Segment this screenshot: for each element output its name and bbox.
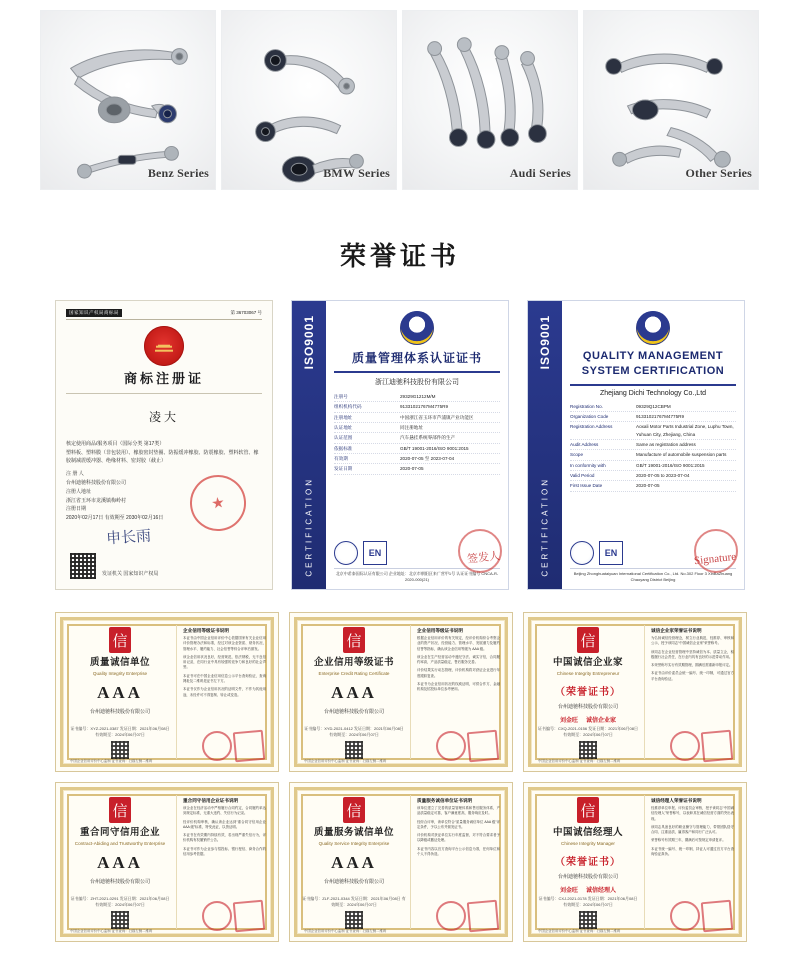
certificate-paragraph: 本证书可在中国企业信用信息公示平台查询验证，查询网址及二维码见证书左下方。 xyxy=(183,673,266,683)
holder-name: 刘金旺 xyxy=(559,718,578,725)
iso-field-value: 中国浙江省玉环市芦浦镇产业功能区 xyxy=(400,414,474,420)
national-emblem-icon xyxy=(144,326,184,366)
certificate-subtitle-en: Chinese Integrity Entrepreneur xyxy=(556,671,620,677)
certificate-body-heading: 企业信用等级证书说明 xyxy=(417,628,463,633)
credit-logo-icon xyxy=(343,627,365,653)
iso-field-key: 注册地址 xyxy=(334,414,353,420)
iso-fields xyxy=(334,392,500,475)
iso-signature: Signature xyxy=(693,550,737,568)
iso-field-value: Manufacture of automobile suspension parts xyxy=(636,452,727,458)
iso-field-row xyxy=(570,481,736,491)
trademark-header-right: 第 36703067 号 xyxy=(230,310,262,315)
certificate-subtitle-en: Quality Service Integrity Enterprise xyxy=(318,841,390,847)
iso-field-key: Scope xyxy=(570,452,584,458)
iso-field-row xyxy=(570,450,736,460)
iso-field-key: Registration No. xyxy=(570,403,603,409)
certificate-paragraph: 本证书由中国企业信用评价中心依据国家有关企业信用评价管理办法和标准，经过对该企业资质、财务状况、管理水平、履约能力、社会信誉等综合评审后颁发。 xyxy=(183,636,266,651)
gallery-item-bmw[interactable] xyxy=(221,10,397,190)
red-seal-icon xyxy=(670,731,700,761)
control-arm-photo-bmw xyxy=(222,11,396,189)
trademark-scope-text: 塑料板、塑料膜（非包装用）、橡胶密封垫圈、防振缓冲橡胶、防震橡胶、塑料软管、橡胶制减震缓冲器、绝缘材料、密封胶（截止） xyxy=(66,449,259,464)
certificate-paragraph: 本证书在有效期内持续有效，若出现严重失信行为，评价机构有权撤销并公告。 xyxy=(183,833,266,843)
certificate-trademark[interactable] xyxy=(55,300,273,590)
certificate-bottom-line: 中国企业信用评价中心监制 证书查询：扫描左侧二维码 xyxy=(538,759,621,763)
holder-honor: 诚信经理人 xyxy=(586,888,617,895)
accreditation-crest-icon xyxy=(636,311,670,345)
credit-logo-icon xyxy=(577,627,599,653)
divider xyxy=(334,371,500,373)
iso-side-band xyxy=(292,301,326,589)
gallery-item-label: Other Series xyxy=(685,166,752,180)
holder-name: 刘金旺 xyxy=(559,888,578,895)
seal-group xyxy=(202,731,264,761)
certificate-body-heading: 诚信经理人荣誉证书说明 xyxy=(651,798,702,803)
iso-field-value: 2020-07-05 xyxy=(400,466,424,472)
trademark-signature: 申长雨 xyxy=(105,528,152,548)
certificate-holder-names xyxy=(560,885,616,894)
seal-group xyxy=(670,901,732,931)
iso-field-value: 29329G1212M/M xyxy=(400,394,436,399)
certificate-paragraph: 评价机构对获证单位实行年度监督，对不符合要求者予以降级或撤证处理。 xyxy=(417,833,500,843)
iso-field-value: 91331021767M4775R9 xyxy=(400,404,449,410)
certificate-body-heading: 诚信企业家荣誉证书说明 xyxy=(651,628,702,633)
certificate-iso9001-cn[interactable] xyxy=(291,300,509,590)
iso-side-word: CERTIFICATION xyxy=(304,477,314,577)
iso-field-row xyxy=(570,422,736,440)
iso-field-row xyxy=(570,461,736,471)
iso-field-row xyxy=(570,412,736,422)
iso-body xyxy=(562,301,744,589)
certificate-company: 台州迪驰科技股份有限公司 xyxy=(89,709,150,716)
trademark-brand: 凌大 xyxy=(148,410,179,424)
certificate-meta: 证书编号：ZLF-2021-0344 发证日期：2021年06月08日 有效期至：2024年06月07日 xyxy=(302,896,406,907)
iso-fields xyxy=(570,402,736,492)
certificate-paragraph: 根据企业信用评价的有关规定，经评价机构综合考察企业的资产状况、经营能力、管理水平、发展潜力及履约信誉等指标，确认该企业信用等级为 AAA 级。 xyxy=(417,636,500,651)
certificate-company: 台州迪驰科技股份有限公司 xyxy=(323,709,384,716)
certificate-meta: 证书编号：CXJ-2021-0178 发证日期：2021年06月08日 有效期至：2024年06月07日 xyxy=(538,896,638,907)
certificate-grid xyxy=(55,612,747,942)
en-mark-icon: EN xyxy=(363,541,387,565)
trademark-address-label: 注册人地址 xyxy=(66,488,92,495)
iso-footnote: Beijing Zhonghuataiyuan International Certification Co., Ltd. No.302 Floor 3 XinBaZhuang Chaoyang District Beijing xyxy=(570,568,736,583)
iso-field-value: 汽车悬挂系统零部件的生产 xyxy=(400,435,456,441)
iso-field-value: 2020-07-05 to 2023-07-04 xyxy=(636,473,690,479)
trademark-footer: 发证机关 国家知识产权局 xyxy=(102,571,159,577)
certificate-subtitle-en: Contract-Abiding and Trustworthy Enterprise xyxy=(74,841,166,847)
certificate-paragraph: 该同志具备良好的职业操守与管理能力，带领团队恪守合同、注重品质，赢得客户和同行广泛认可。 xyxy=(651,824,734,835)
certificate-bottom-line: 中国企业信用评价中心监制 证书查询：扫描左侧二维码 xyxy=(70,759,153,763)
iso-field-value: 2020-07-05 xyxy=(636,483,660,489)
trademark-owner-value: 台州迪驰科技股份有限公司 xyxy=(66,480,127,486)
credit-logo-icon xyxy=(109,797,131,823)
certificate-paragraph: 本证书内容以官方查询平台公示信息为准，任何单位和个人不得伪造。 xyxy=(417,846,500,856)
certificate-left-panel xyxy=(68,795,177,929)
red-seal-icon xyxy=(436,901,466,931)
iso-company: 浙江迪驰科技股份有限公司 xyxy=(375,379,459,386)
iso-side-code: ISO9001 xyxy=(538,315,552,370)
seal-group xyxy=(202,901,264,931)
certificate-paragraph: 评价结果实行动态管理，评价机构将对获证企业进行年度跟踪复查。 xyxy=(417,668,500,678)
iso-field-row xyxy=(334,433,500,443)
product-gallery xyxy=(40,10,760,190)
red-seal-icon xyxy=(436,731,466,761)
red-seal-icon xyxy=(202,901,232,931)
qr-code-icon xyxy=(111,741,129,759)
certificate-meta: 证书编号：XYD-2021-0412 发证日期：2021年06月08日 有效期至：2024年06月07日 xyxy=(304,726,404,737)
certificate-paragraph: 为弘扬诚信经营理念，树立行业典范，经推荐、审核和公示，授予该同志“中国诚信企业家”荣誉称号。 xyxy=(651,636,734,646)
divider xyxy=(66,393,262,394)
iso-field-value: 同注册地址 xyxy=(400,425,423,431)
certificate-paragraph: 该企业信用状况良好，经营规范，依法纳税，无不良信用记录，在同行业中具有较强的竞争力和良好的社会声誉。 xyxy=(183,654,266,670)
seal-group xyxy=(436,731,498,761)
certificate-paragraph: 该企业在经济活动中严格履行合同约定，合同履约率达到规定标准，无重大违约、失信行为记录。 xyxy=(183,806,266,816)
iso-title-cn: 质量管理体系认证证书 xyxy=(351,351,482,365)
iso-field-row xyxy=(334,444,500,454)
certificate-company: 台州迪驰科技股份有限公司 xyxy=(89,879,150,886)
iso-field-value: Aoxali Motor Parts Industrial Zone, Luphu Town, Yuhuan City, Zhejiang, China xyxy=(636,424,734,437)
gallery-item-benz[interactable] xyxy=(40,10,216,190)
certificate-left-panel xyxy=(536,795,645,929)
iso-field-row xyxy=(334,392,500,402)
certificate-left-panel xyxy=(536,625,645,759)
iso-field-value: 2020-07-05 至 2023-07-04 xyxy=(400,456,455,462)
certificate-grade: AAA xyxy=(97,853,143,873)
credit-logo-icon xyxy=(577,797,599,823)
certificate-bottom-line: 中国企业信用评价中心监制 证书查询：扫描左侧二维码 xyxy=(538,929,621,933)
iso-field-row xyxy=(334,413,500,423)
iso-field-row xyxy=(570,402,736,412)
iso-field-key: Registration Address xyxy=(570,424,613,430)
gallery-item-label: Audi Series xyxy=(509,166,571,180)
certificate-left-panel xyxy=(302,625,411,759)
trademark-title: 商标注册证 xyxy=(123,371,204,386)
cnas-mark-icon xyxy=(334,541,358,565)
qr-code-icon xyxy=(70,553,96,579)
certificate-bottom-line: 中国企业信用评价中心监制 证书查询：扫描左侧二维码 xyxy=(70,929,153,933)
certificate-body-heading: 质量服务诚信单位证书说明 xyxy=(417,798,473,803)
credit-logo-icon xyxy=(109,627,131,653)
certificate-title: 企业信用等级证书 xyxy=(313,658,394,668)
iso-field-row xyxy=(334,402,500,412)
iso-body xyxy=(326,301,508,589)
control-arm-photo-other xyxy=(584,11,758,189)
iso-field-key: 组织机构代码 xyxy=(334,404,362,410)
certificate-card[interactable] xyxy=(289,782,513,942)
certificate-paragraph: 该企业在生产经营活动中遵纪守法、诚实守信，合同履约率高，产品质量稳定，售后服务完善。 xyxy=(417,654,500,665)
certificate-subtitle-en: Chinese Integrity Manager xyxy=(561,841,615,847)
accreditation-crest-icon xyxy=(400,311,434,345)
holder-honor: 诚信企业家 xyxy=(586,718,617,725)
gallery-item-label: BMW Series xyxy=(323,166,390,180)
control-arm-photo-benz xyxy=(41,11,215,189)
certificate-grade: AAA xyxy=(331,683,377,703)
certificate-card[interactable] xyxy=(523,612,747,772)
gallery-item-label: Benz Series xyxy=(147,166,209,180)
iso-field-key: First Issue Date xyxy=(570,483,603,489)
trademark-date-label: 注册日期 xyxy=(66,506,87,513)
certificate-card[interactable] xyxy=(523,782,747,942)
qr-code-icon xyxy=(579,741,597,759)
certificate-title: 重合同守信用企业 xyxy=(79,828,160,838)
iso-field-row xyxy=(570,471,736,481)
certificate-company: 台州迪驰科技股份有限公司 xyxy=(557,704,618,711)
cnas-mark-icon xyxy=(570,541,594,565)
certificate-title: 质量服务诚信单位 xyxy=(313,828,394,838)
certificate-left-panel xyxy=(68,625,177,759)
certificate-paragraph: 经综合评审，该单位符合“质量服务诚信单位 AAA 级”评定条件，予以公布并颁发证书。 xyxy=(417,819,500,829)
certificate-title: 中国诚信企业家 xyxy=(552,658,623,668)
certificate-card[interactable] xyxy=(55,782,279,942)
certificate-paragraph: 本证书可作为企业参与招投标、银行授信、商务合作的信用参考依据。 xyxy=(183,846,266,856)
certificate-meta: 证书编号：CXQ-2021-0156 发证日期：2021年06月08日 有效期至：2024年06月07日 xyxy=(537,726,639,737)
certificate-title: 质量诚信单位 xyxy=(89,658,150,668)
en-mark-icon: EN xyxy=(599,541,623,565)
certificate-body-heading: 企业信用等级证书说明 xyxy=(183,628,229,633)
certificate-row-top xyxy=(55,300,745,590)
certificate-card[interactable] xyxy=(55,612,279,772)
certificate-left-panel xyxy=(302,795,411,929)
iso-field-value: 91331021767M4775R9 xyxy=(636,414,685,420)
certificate-paragraph: 经推荐单位申报、评价委员会审核，授予该同志“中国诚信经理人”荣誉称号，以表彰其在诚信经营方面的突出表现。 xyxy=(651,806,734,821)
iso-company: Zhejiang Dichi Technology Co.,Ltd xyxy=(599,389,707,397)
iso-field-row xyxy=(334,454,500,464)
iso-field-key: 认证地址 xyxy=(334,425,353,431)
trademark-owner-label: 注 册 人 xyxy=(66,471,84,478)
certificate-title: 中国诚信经理人 xyxy=(552,828,623,838)
iso-field-row xyxy=(334,464,500,474)
iso-field-key: 发证日期 xyxy=(334,466,353,472)
certificate-meta: 证书编号：XYZ-2021-0387 发证日期：2021年06月08日 有效期至：2024年06月07日 xyxy=(70,726,170,737)
certificate-grade: AAA xyxy=(97,683,143,703)
iso-side-code: ISO9001 xyxy=(302,315,316,370)
red-seal-icon xyxy=(670,901,700,931)
certificate-subtitle-en: Quality Integrity Enterprise xyxy=(92,671,148,677)
red-seal-icon xyxy=(694,529,738,573)
iso-field-key: Valid Period xyxy=(570,473,595,479)
certificate-paragraph: 本证书统一编号、统一印制，持证人可通过官方平台查询验证真伪。 xyxy=(651,846,734,856)
iso-footnote: 北京中希泰国际认证有限公司 企业地址：北京市朝阳区来广营甲1号 认证证书编号 CNCA-R-2020-000(21) xyxy=(334,568,500,583)
certificate-body-heading: 重合同守信用企业证书说明 xyxy=(183,798,239,803)
iso-field-key: 认证范围 xyxy=(334,435,353,441)
qr-code-icon xyxy=(579,911,597,929)
certificate-meta: 证书编号：ZHT-2021-0291 发证日期：2021年06月08日 有效期至：2024年06月07日 xyxy=(70,896,170,907)
iso-field-value: GB/T 19001-2016/ISO 9001:2015 xyxy=(636,462,705,468)
iso-field-key: Audit Address xyxy=(570,442,599,448)
iso-side-band xyxy=(528,301,562,589)
certificate-paragraph: 该同志在企业经营管理中坚持诚信为本、质量立企，积极履行社会责任，在行业内具有良好的示范带动作用。 xyxy=(651,649,734,659)
iso-field-key: 依据标准 xyxy=(334,445,353,451)
qr-code-icon xyxy=(345,911,363,929)
seal-group xyxy=(670,731,732,761)
red-seal-icon xyxy=(458,529,502,573)
iso-field-key: Organization Code xyxy=(570,414,609,420)
iso-signature: 签发人 xyxy=(466,550,501,566)
trademark-header xyxy=(66,309,262,320)
certificate-grade: AAA xyxy=(331,853,377,873)
certificate-paragraph: 本证书仅作为企业信用状况的证明文件，不作为其他用途，未经许可不得复制、转让或变造。 xyxy=(183,687,266,697)
trademark-address-value: 浙江省玉环市龙溪镇梅岭村 xyxy=(66,497,127,504)
certificate-holder-names xyxy=(560,715,616,724)
certificate-paragraph: 本荣誉称号实行有效期管理，期满后需重新申报评定。 xyxy=(651,663,733,668)
certificate-bottom-line: 中国企业信用评价中心监制 证书查询：扫描左侧二维码 xyxy=(304,929,387,933)
certificate-card[interactable] xyxy=(289,612,513,772)
certificate-bottom-line: 中国企业信用评价中心监制 证书查询：扫描左侧二维码 xyxy=(304,759,387,763)
qr-code-icon xyxy=(345,741,363,759)
gallery-item-audi[interactable] xyxy=(402,10,578,190)
iso-field-value: GB/T 19001-2016/ISO 9001:2015 xyxy=(400,445,469,451)
gallery-item-other[interactable] xyxy=(583,10,759,190)
certificate-paragraph: 本证书为企业信用状况的权威证明，可供合作方、金融机构及招投标单位参考使用。 xyxy=(417,681,500,692)
certificate-subtitle-en: Enterprise Credit Rating Certificate xyxy=(318,671,390,677)
qr-code-icon xyxy=(111,911,129,929)
divider xyxy=(570,384,736,386)
certificate-company: 台州迪驰科技股份有限公司 xyxy=(323,879,384,886)
seal-group xyxy=(436,901,498,931)
credit-logo-icon xyxy=(343,797,365,823)
iso-field-value: 09329Q12CBPM xyxy=(636,403,671,409)
iso-title-en: QUALITY MANAGEMENT SYSTEM CERTIFICATION xyxy=(581,350,725,377)
page-title: 荣誉证书 xyxy=(339,242,460,271)
trademark-scope xyxy=(66,441,262,465)
iso-field-row xyxy=(334,423,500,433)
certificate-paragraph: 荣誉称号有效期三年，期满后可按规定申请复评。 xyxy=(651,838,726,843)
certificate-paragraph: 经评价机构审核，确认该企业达到“重合同守信用企业 AAA 级”标准，特发此证，以资证明。 xyxy=(183,819,266,829)
certificate-grade: （荣誉证书） xyxy=(555,687,621,699)
iso-field-row xyxy=(570,440,736,450)
iso-side-word: CERTIFICATION xyxy=(540,477,550,577)
iso-field-key: 有效期 xyxy=(334,456,348,462)
certificate-paragraph: 该单位建立了完善的质量管理体系和售后服务体系，产品质量稳定可靠，客户满意度高，服务响应及时。 xyxy=(417,806,500,816)
iso-field-value: Same as registration address xyxy=(636,442,696,448)
control-arm-photo-audi xyxy=(403,11,577,189)
certificate-grade: （荣誉证书） xyxy=(555,857,621,869)
trademark-date-value: 2020年02月17日 有效期至 2030年02月16日 xyxy=(66,515,164,521)
trademark-scope-title: 核定使用商品/服务项目（国际分类 第17类） xyxy=(66,441,165,447)
trademark-header-left: 国家知识产权局商标局 xyxy=(66,309,122,317)
red-seal-icon xyxy=(202,731,232,761)
certificate-iso9001-en[interactable] xyxy=(527,300,745,590)
iso-field-key: In conformity with xyxy=(570,462,606,468)
certificate-company: 台州迪驰科技股份有限公司 xyxy=(557,874,618,881)
certificate-paragraph: 本证书由评价委员会统一编号、统一印制，可通过官方平台查询验证。 xyxy=(651,671,734,681)
iso-field-key: 注册号 xyxy=(334,394,348,399)
